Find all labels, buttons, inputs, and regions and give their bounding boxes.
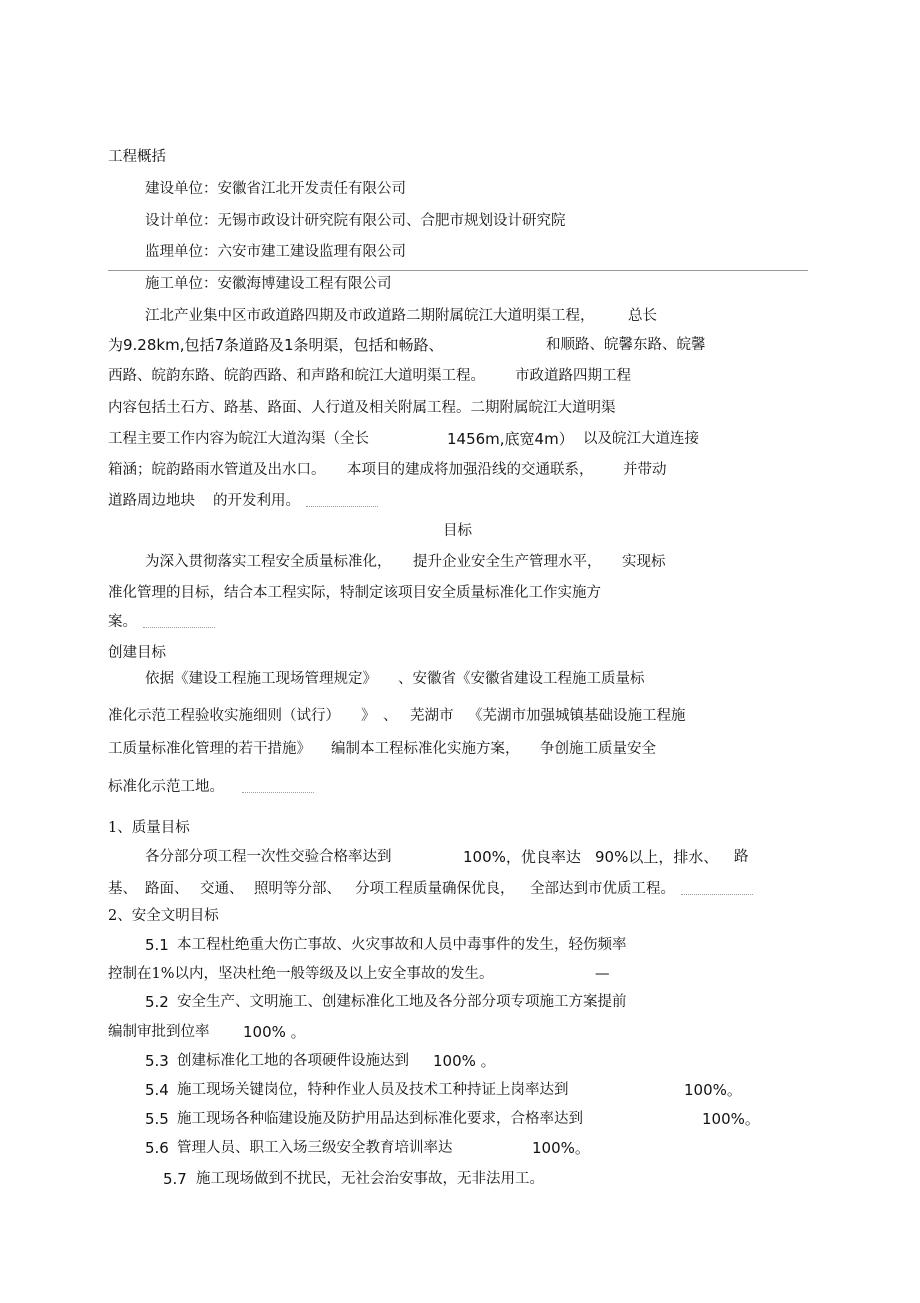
- quality-text: 交通、: [200, 881, 244, 897]
- overview-text: 工程主要工作内容为皖江大道沟渠（全长: [108, 431, 369, 447]
- safety-item-percent: 100%。: [684, 1081, 742, 1099]
- dotted-leader: [242, 782, 314, 793]
- create-text: 依据《建设工程施工现场管理规定》: [145, 671, 377, 687]
- quality-text-end: 全部达到市优质工程。: [530, 881, 675, 897]
- create-text: 芜湖市: [410, 708, 454, 724]
- goal-text: 实现标: [622, 554, 666, 570]
- overview-text: 1456m,底宽4m）: [447, 430, 574, 448]
- create-text: [108, 778, 314, 796]
- create-text: 准化示范工程验收实施细则（试行）: [108, 708, 340, 724]
- safety-item-number: 5.3: [145, 1052, 169, 1070]
- safety-item-percent: 100% 。: [243, 1023, 306, 1041]
- overview-text: 总长: [628, 308, 657, 324]
- safety-item-text: 施工现场关键岗位，特种作业人员及技术工种持证上岗率达到: [177, 1082, 569, 1098]
- safety-item-number: 5.6: [145, 1139, 169, 1157]
- overview-text-end: 的开发利用。: [213, 493, 300, 509]
- dotted-leader: [143, 617, 215, 628]
- section-heading-safety: 2、安全文明目标: [108, 908, 219, 924]
- safety-item-text: 施工现场做到不扰民，无社会治安事故，无非法用工。: [196, 1171, 544, 1187]
- goal-text: 为深入贯彻落实工程安全质量标准化，: [145, 554, 392, 570]
- safety-item-number: 5.4: [145, 1081, 169, 1099]
- quality-text: 路: [734, 849, 749, 865]
- quality-text: [530, 880, 753, 898]
- safety-item-percent: 100% 。: [433, 1052, 496, 1070]
- safety-item-percent: 100%。: [702, 1110, 760, 1128]
- overview-text: 箱涵；皖韵路雨水管道及出水口。: [108, 462, 326, 478]
- overview-text: 以及皖江大道连接: [583, 431, 699, 447]
- safety-item-number: 5.7: [163, 1170, 187, 1188]
- safety-item-text: 编制审批到位率: [108, 1024, 210, 1040]
- overview-text: 道路周边地块: [108, 493, 195, 509]
- goal-text: 准化管理的目标，结合本工程实际，特制定该项目安全质量标准化工作实施方: [108, 585, 601, 601]
- overview-text: 市政道路四期工程: [515, 368, 631, 384]
- divider-line: [108, 270, 808, 271]
- create-text: 编制本工程标准化实施方案，: [331, 741, 520, 757]
- designer-unit: 设计单位：无锡市政设计研究院有限公司、合肥市规划设计研究院: [145, 213, 566, 229]
- safety-item-number: 5.1: [145, 936, 169, 954]
- safety-item-text: 控制在1%以内，坚决杜绝一般等级及以上安全事故的发生。: [108, 966, 494, 982]
- quality-text: 90%以上，排水、: [595, 848, 719, 866]
- overview-text: [213, 492, 378, 510]
- overview-text: 并带动: [623, 462, 667, 478]
- contractor-unit: 施工单位：安徽海博建设工程有限公司: [145, 276, 392, 292]
- safety-item-number: 5.2: [145, 993, 169, 1011]
- create-text: 《芜湖市加强城镇基础设施工程施: [468, 708, 686, 724]
- create-text: 、: [383, 708, 398, 724]
- quality-text: 路面、: [145, 881, 189, 897]
- safety-item-percent: 100%。: [532, 1139, 590, 1157]
- dotted-leader: [306, 496, 378, 507]
- overview-text: 和顺路、皖馨东路、皖馨: [546, 337, 706, 353]
- section-heading-goal: 目标: [443, 523, 472, 539]
- quality-text: 100%，优良率达: [463, 848, 581, 866]
- create-text: 争创施工质量安全: [540, 741, 656, 757]
- quality-text: 各分部分项工程一次性交验合格率达到: [145, 849, 392, 865]
- quality-text: 基、: [108, 881, 137, 897]
- overview-text: 内容包括土石方、路基、路面、人行道及相关附属工程。二期附属皖江大道明渠: [108, 400, 616, 416]
- safety-item-text: 创建标准化工地的各项硬件设施达到: [177, 1053, 409, 1069]
- section-heading-quality: 1、质量目标: [108, 820, 190, 836]
- quality-text: 分项工程质量确保优良，: [355, 881, 515, 897]
- safety-item-text: 施工现场各种临建设施及防护用品达到标准化要求，合格率达到: [177, 1111, 583, 1127]
- builder-unit: 建设单位：安徽省江北开发责任有限公司: [145, 181, 406, 197]
- create-text: 、安徽省《安徽省建设工程施工质量标: [398, 671, 645, 687]
- overview-text: 为9.28km,包括7条道路及1条明渠，包括和畅路、: [108, 336, 444, 354]
- overview-text: 西路、皖韵东路、皖韵西路、和声路和皖江大道明渠工程。: [108, 368, 485, 384]
- create-text: 》: [361, 708, 376, 724]
- overview-text: 江北产业集中区市政道路四期及市政道路二期附属皖江大道明渠工程，: [145, 308, 595, 324]
- section-heading-overview: 工程概括: [108, 149, 166, 165]
- section-heading-create: 创建目标: [108, 645, 166, 661]
- safety-item-number: 5.5: [145, 1110, 169, 1128]
- safety-item-mark: —: [595, 966, 610, 982]
- create-text-end: 标准化示范工地。: [108, 779, 224, 795]
- goal-text-end: 案。: [108, 614, 137, 630]
- safety-item-text: 安全生产、文明施工、创建标准化工地及各分部分项专项施工方案提前: [177, 994, 627, 1010]
- safety-item-text: 管理人员、职工入场三级安全教育培训率达: [177, 1140, 453, 1156]
- create-text: 工质量标准化管理的若干措施》: [108, 741, 311, 757]
- overview-text: 本项目的建成将加强沿线的交通联系，: [347, 462, 594, 478]
- supervisor-unit: 监理单位：六安市建工建设监理有限公司: [145, 244, 406, 260]
- goal-text: 提升企业安全生产管理水平，: [413, 554, 602, 570]
- quality-text: 照明等分部、: [254, 881, 341, 897]
- goal-text: [108, 613, 215, 631]
- safety-item-text: 本工程杜绝重大伤亡事故、火灾事故和人员中毒事件的发生，轻伤频率: [177, 937, 627, 953]
- dotted-leader: [681, 884, 753, 895]
